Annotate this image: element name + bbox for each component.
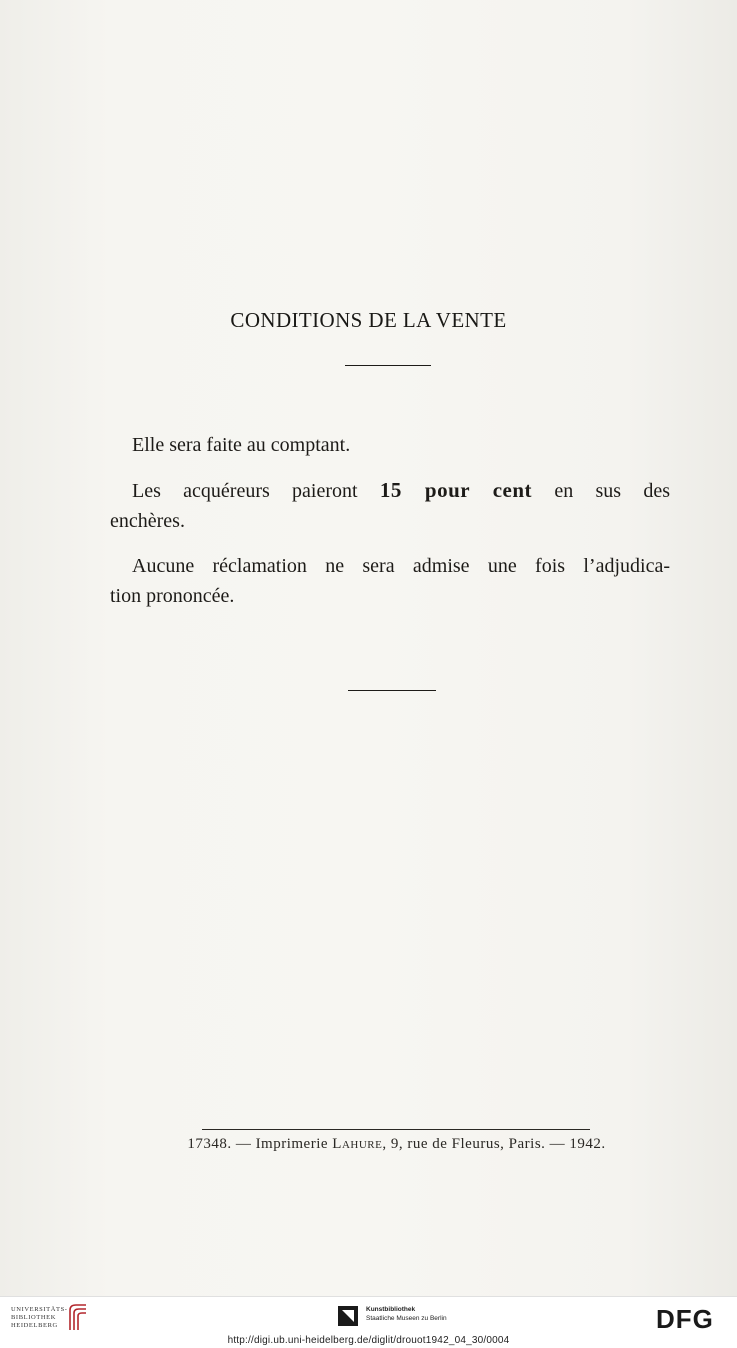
paragraph-line: tion prononcée. (110, 585, 235, 607)
title-divider (345, 365, 431, 366)
kunstbibliothek-logo[interactable] (366, 1305, 447, 1323)
paragraph-line (110, 475, 670, 506)
paragraph-text: en sus des (532, 480, 670, 502)
imprint-number: 17348. (187, 1136, 232, 1152)
printer-imprint (0, 1136, 737, 1153)
kunstbibliothek-name: Kunstbibliothek (366, 1306, 416, 1313)
university-emblem-icon (64, 1302, 90, 1332)
imprint-dash: — (549, 1136, 566, 1152)
page-title: CONDITIONS DE LA VENTE (230, 308, 507, 332)
dfg-logo[interactable]: DFG (656, 1304, 714, 1334)
paragraph-line: Aucune réclamation ne sera admise une fois l’adjudica- (132, 555, 670, 577)
university-logo-line: BIBLIOTHEK (11, 1314, 56, 1321)
kunstbibliothek-logo-icon (338, 1306, 358, 1326)
paragraph-line: enchères. (110, 510, 185, 532)
university-logo-line: HEIDELBERG (11, 1322, 58, 1329)
paragraph-payment (110, 430, 670, 460)
bleed-through-text (0, 88, 737, 118)
imprint-printer-prefix: Imprimerie (255, 1136, 329, 1152)
percentage-emphasis: 15 pour cent (379, 478, 533, 502)
imprint-year: 1942. (569, 1136, 606, 1152)
section-divider (348, 690, 436, 691)
imprint-dash: — (235, 1136, 252, 1152)
university-logo-line: UNIVERSITÄTS- (11, 1306, 68, 1313)
kunstbibliothek-subtitle: Staatliche Museen zu Berlin (366, 1315, 447, 1322)
paragraph-fees (110, 475, 670, 536)
imprint-printer-name: Lahure, (332, 1136, 387, 1152)
paragraph-claims (110, 551, 670, 611)
imprint-address: 9, rue de Fleurus, Paris. (390, 1136, 546, 1152)
permalink-url[interactable]: http://digi.ub.uni-heidelberg.de/diglit/drouot1942_04_30/0004 (227, 1335, 510, 1346)
paragraph-line: Elle sera faite au comptant. (132, 434, 351, 456)
imprint-rule (202, 1129, 590, 1130)
university-library-logo[interactable] (11, 1306, 68, 1330)
paragraph-text: Les acquéreurs paieront (132, 480, 380, 502)
